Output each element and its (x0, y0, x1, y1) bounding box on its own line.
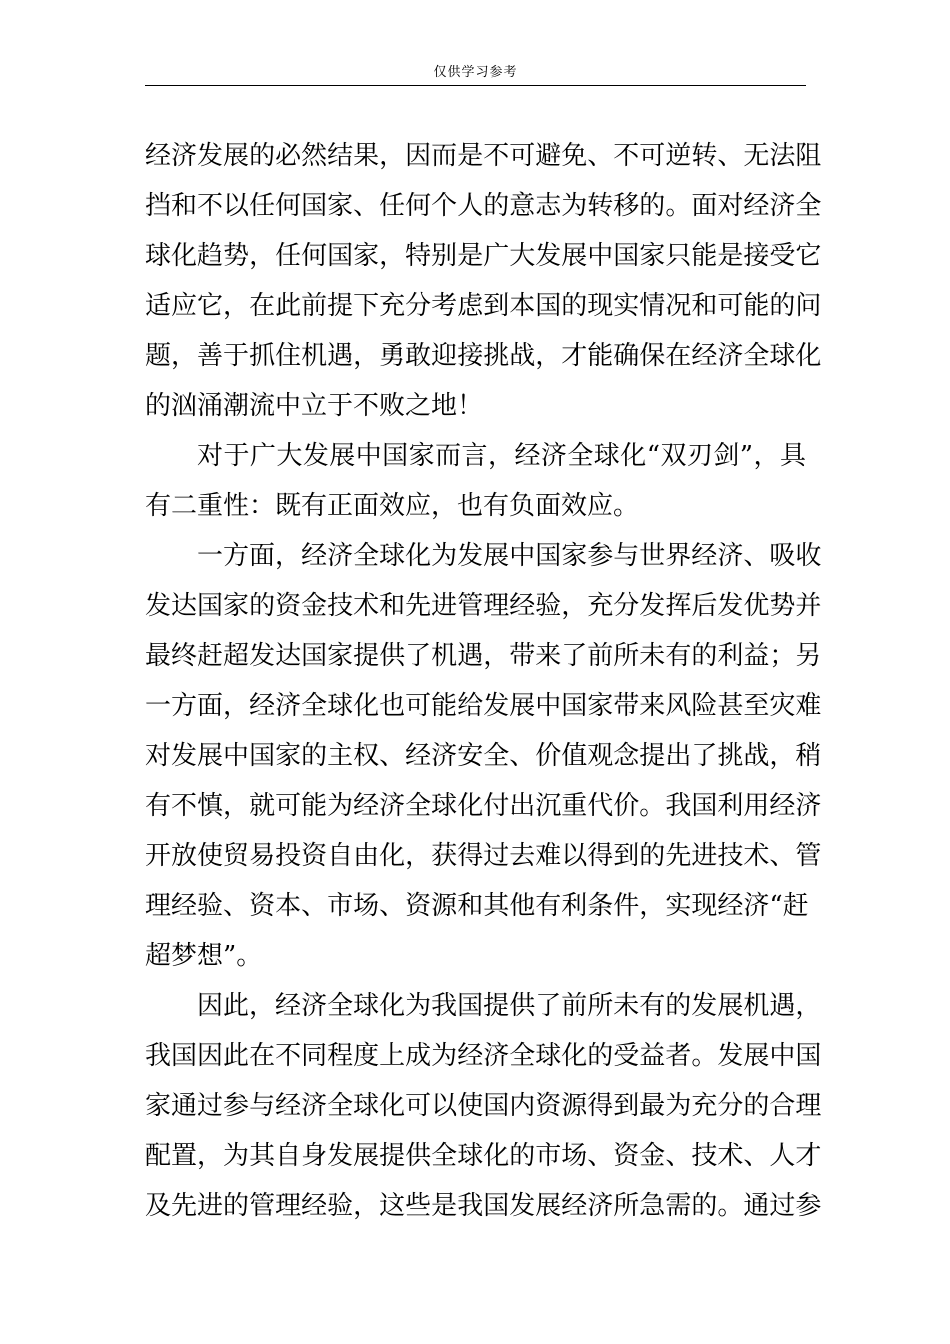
text-line: 经 济 发 展 的 必 然 结 果 ， 因 而 是 不 可 避 免 、 不 可 逆 转 、 无 法 阻 (145, 141, 822, 171)
text-line: 对 发 展 中 国 家 的 主 权 、 经 济 安 全 、 价 值 观 念 提 出 了 挑 战 ， 稍 (145, 741, 822, 771)
paragraph (145, 431, 806, 531)
text-line: 题 ， 善 于 抓 住 机 遇 ， 勇 敢 迎 接 挑 战 ， 才 能 确 保 在 经 济 全 球 化 (145, 341, 822, 371)
text-line: 我 国 因 此 在 不 同 程 度 上 成 为 经 济 全 球 化 的 受 益 者 。 发 展 中 国 (145, 1041, 822, 1071)
text-line: 有 不 慎 ， 就 可 能 为 经 济 全 球 化 付 出 沉 重 代 价 。 我 国 利 用 经 济 (145, 791, 822, 821)
text-line: 有二重性：既有正面效应，也有负面效应。 (145, 491, 640, 521)
paragraph (145, 531, 822, 981)
text-line: 一 方 面 ， 经 济 全 球 化 为 发 展 中 国 家 参 与 世 界 经 济 、 吸 收 (197, 541, 822, 571)
text-line: 理 经 验 、 资 本 、 市 场 、 资 源 和 其 他 有 利 条 件 ， 实 现 经 济 “ 赶 (145, 891, 809, 921)
text-line: 配 置 ， 为 其 自 身 发 展 提 供 全 球 化 的 市 场 、 资 金 、 技 术 、 人 才 (145, 1141, 822, 1171)
text-line: 及 先 进 的 管 理 经 验 ， 这 些 是 我 国 发 展 经 济 所 急 需 的 。 通 过 参 (145, 1191, 822, 1221)
paragraph (145, 981, 822, 1231)
text-line: 球 化 趋 势 ， 任 何 国 家 ， 特 别 是 广 大 发 展 中 国 家 只 能 是 接 受 它 (145, 241, 822, 271)
document-body (145, 131, 822, 1231)
paragraph (145, 131, 822, 431)
header-rule (145, 85, 806, 86)
text-line: 发 达 国 家 的 资 金 技 术 和 先 进 管 理 经 验 ， 充 分 发 挥 后 发 优 势 并 (145, 591, 822, 621)
text-line: 家 通 过 参 与 经 济 全 球 化 可 以 使 国 内 资 源 得 到 最 为 充 分 的 合 理 (145, 1091, 822, 1121)
text-line: 开 放 使 贸 易 投 资 自 由 化 ， 获 得 过 去 难 以 得 到 的 先 进 技 术 、 管 (145, 841, 822, 871)
text-line: 挡 和 不 以 任 何 国 家 、 任 何 个 人 的 意 志 为 转 移 的 。 面 对 经 济 全 (145, 191, 822, 221)
text-line: 适 应 它 ， 在 此 前 提 下 充 分 考 虑 到 本 国 的 现 实 情 况 和 可 能 的 问 (145, 291, 822, 321)
text-line: 对 于 广 大 发 展 中 国 家 而 言 ， 经 济 全 球 化 “ 双 刃 剑 ” ， 具 (197, 441, 806, 471)
page-header: 仅供学习参考 (433, 65, 518, 80)
text-line: 一 方 面 ， 经 济 全 球 化 也 可 能 给 发 展 中 国 家 带 来 风 险 甚 至 灾 难 (145, 691, 822, 721)
text-line: 超梦想”。 (145, 941, 263, 971)
text-line: 因 此 ， 经 济 全 球 化 为 我 国 提 供 了 前 所 未 有 的 发 展 机 遇 ， (197, 991, 822, 1021)
text-line: 的汹涌潮流中立于不败之地！ (145, 391, 484, 421)
text-line: 最 终 赶 超 发 达 国 家 提 供 了 机 遇 ， 带 来 了 前 所 未 有 的 利 益 ； 另 (145, 641, 822, 671)
